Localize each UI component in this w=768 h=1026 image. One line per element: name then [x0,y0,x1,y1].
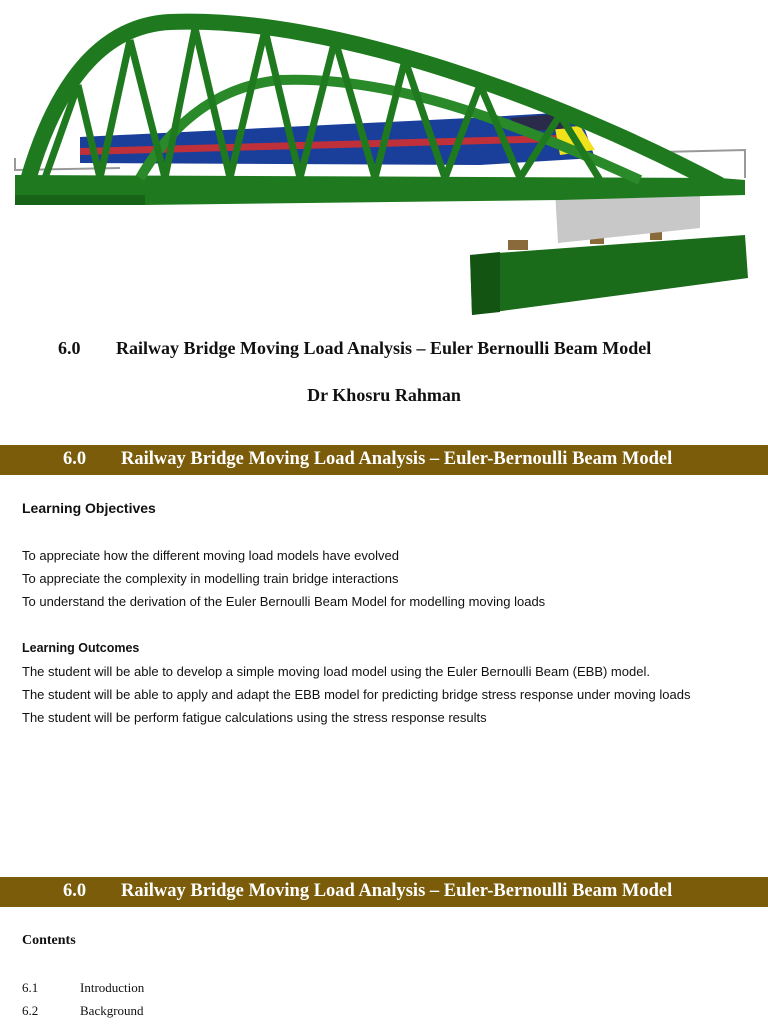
outcomes-heading: Learning Outcomes [22,641,140,655]
toc-number: 6.1 [22,980,39,995]
toc-item[interactable] [22,980,322,1003]
objectives-list [22,544,545,613]
bearing [508,240,528,250]
toc-title: Background [80,1003,144,1018]
band-section-number: 6.0 [63,881,87,901]
bridge-illustration [0,0,768,325]
pier-side [470,252,500,315]
objectives-heading: Learning Objectives [22,500,156,516]
cover-title-text: Railway Bridge Moving Load Analysis – Euler Bernoulli Beam Model [116,338,652,358]
cover-section-number: 6.0 [58,338,81,358]
table-of-contents [22,980,322,1026]
toc-title: Introduction [80,980,145,995]
bridge-illustration-svg [0,0,768,325]
band-title: Railway Bridge Moving Load Analysis – Euler-Bernoulli Beam Model [121,449,673,469]
bearing [650,232,662,240]
outcome-item: The student will be able to develop a simple moving load model using the Euler Bernoulli Beam (EBB) model. [22,664,650,679]
outcome-item: The student will be able to apply and adapt the EBB model for predicting bridge stress response under moving loads [22,687,691,702]
contents-heading: Contents [22,933,76,948]
toc-item[interactable] [22,1003,322,1026]
author-name: Dr Khosru Rahman [307,385,461,405]
objective-item: To understand the derivation of the Euler Bernoulli Beam Model for modelling moving loads [22,594,546,609]
outcomes-list [22,660,690,729]
outcome-item: The student will be perform fatigue calculations using the stress response results [22,710,487,725]
band-title: Railway Bridge Moving Load Analysis – Euler-Bernoulli Beam Model [121,881,673,901]
section-band-objectives [0,445,768,475]
objective-item: To appreciate how the different moving load models have evolved [22,548,399,563]
section-band-contents [0,877,768,907]
objective-item: To appreciate the complexity in modelling train bridge interactions [22,571,399,586]
toc-number: 6.2 [22,1003,39,1018]
band-section-number: 6.0 [63,449,87,469]
deck-end [15,195,145,205]
